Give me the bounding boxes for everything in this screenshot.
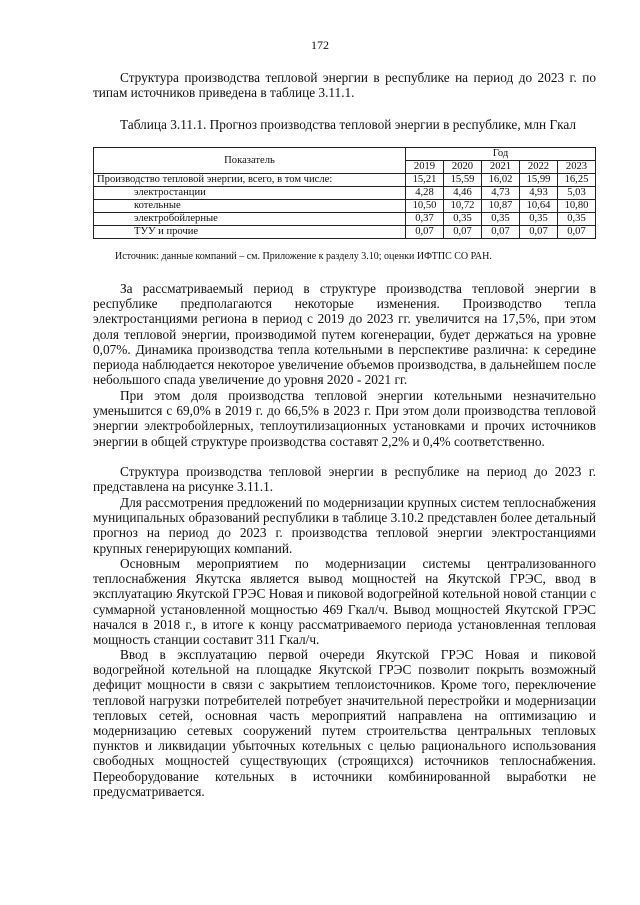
value-cell: 0,35 [520,213,558,226]
value-cell: 15,21 [406,174,444,187]
year-cell: 2022 [520,161,558,174]
value-cell: 16,02 [482,174,520,187]
year-cell: 2021 [482,161,520,174]
row-label: Производство тепловой энергии, всего, в том числе: [94,174,406,187]
intro-paragraph: Структура производства тепловой энергии в республике на период до 2023 г. по типам источников приведена в таблице 3.11.1. [93,70,596,101]
value-cell: 4,28 [406,187,444,200]
value-cell: 16,25 [558,174,596,187]
table-header-row [94,148,596,161]
body-paragraph: При этом доля производства тепловой энергии котельными незначительно уменьшится с 69,0% в 2019 г. до 66,5% в 2023 г. При этом доли производства тепловой энергии электробойлерных, теплоутилизационных установками и прочих источников энергии в общей структуре производства составят 2,2% и 0,4% соответственно. [93,388,596,449]
year-cell: 2020 [444,161,482,174]
value-cell: 10,64 [520,200,558,213]
body-paragraph: Ввод в эксплуатацию первой очереди Якутской ГРЭС Новая и пиковой водогрейной котельной на площадке Якутской ГРЭС позволит покрыть возможный дефицит мощности в связи с закрытием теплоисточников. Кроме того, переключение тепловой нагрузки потребителей потребует значительной перестройки и модернизации тепловых сетей, основная часть мероприятий направлена на оптимизацию и модернизацию сетевых сооружений путем строительства центральных тепловых пунктов и ликвидации убыточных котельных с целью рационального использования свободных мощностей существующих (строящихся) источников теплоснабжения. Переоборудование котельных в источники комбинированной выработки не предусматривается. [93,647,596,799]
value-cell: 4,73 [482,187,520,200]
value-cell: 10,87 [482,200,520,213]
value-cell: 15,59 [444,174,482,187]
table-row [94,174,596,187]
table-row [94,213,596,226]
year-cell: 2023 [558,161,596,174]
value-cell: 15,99 [520,174,558,187]
row-label: электростанции [94,187,406,200]
table-row [94,187,596,200]
value-cell: 0,07 [444,226,482,239]
table-caption: Таблица 3.11.1. Прогноз производства тепловой энергии в республике, млн Гкал [120,117,577,132]
header-year: Год [406,148,596,161]
value-cell: 4,93 [520,187,558,200]
table-row [94,226,596,239]
value-cell: 10,72 [444,200,482,213]
page-number: 172 [311,38,329,52]
value-cell: 0,07 [558,226,596,239]
row-label: котельные [94,200,406,213]
body-paragraph: Основным мероприятием по модернизации системы централизованного теплоснабжения Якутска является вывод мощностей на Якутской ГРЭС, ввод в эксплуатацию Якутской ГРЭС Новая и пиковой водогрейной котельной новой станции с суммарной установленной мощностью 469 Гкал/ч. Вывод мощностей Якутской ГРЭС начался в 2018 г., в итоге к концу рассматриваемого периода установленная тепловая мощность станции составит 311 Гкал/ч. [93,556,596,648]
value-cell: 0,07 [406,226,444,239]
header-indicator: Показатель [94,148,406,174]
row-label: электробойлерные [94,213,406,226]
table-source-note: Источник: данные компаний – см. Приложение к разделу 3.10; оценки ИФТПС СО РАН. [115,251,492,262]
value-cell: 0,37 [406,213,444,226]
heat-production-table [93,147,596,239]
value-cell: 0,07 [482,226,520,239]
value-cell: 0,35 [482,213,520,226]
value-cell: 0,35 [444,213,482,226]
table-row [94,200,596,213]
row-label: ТУУ и прочие [94,226,406,239]
value-cell: 5,03 [558,187,596,200]
value-cell: 10,50 [406,200,444,213]
body-paragraph: Структура производства тепловой энергии в республике на период до 2023 г. представлена на рисунке 3.11.1. [93,464,596,495]
year-cell: 2019 [406,161,444,174]
value-cell: 0,07 [520,226,558,239]
body-paragraph: За рассматриваемый период в структуре производства тепловой энергии в республике предполагаются некоторые изменения. Производство тепла электростанциями региона в период с 2019 до 2023 гг. увеличится на 17,5%, при этом доля тепловой энергии, производимой путем когенерации, будет держаться на уровне 0,07%. Динамика производства тепла котельными в перспективе различна: к середине периода наблюдается некоторое увеличение объемов производства, в дальнейшем после небольшого спада увеличение до уровня 2020 - 2021 гг. [93,281,596,388]
value-cell: 10,80 [558,200,596,213]
value-cell: 4,46 [444,187,482,200]
body-paragraph: Для рассмотрения предложений по модернизации крупных систем теплоснабжения муниципальных образований республики в таблице 3.10.2 представлен более детальный прогноз на период до 2023 г. производства тепловой энергии электростанциями крупных генерирующих компаний. [93,495,596,556]
value-cell: 0,35 [558,213,596,226]
